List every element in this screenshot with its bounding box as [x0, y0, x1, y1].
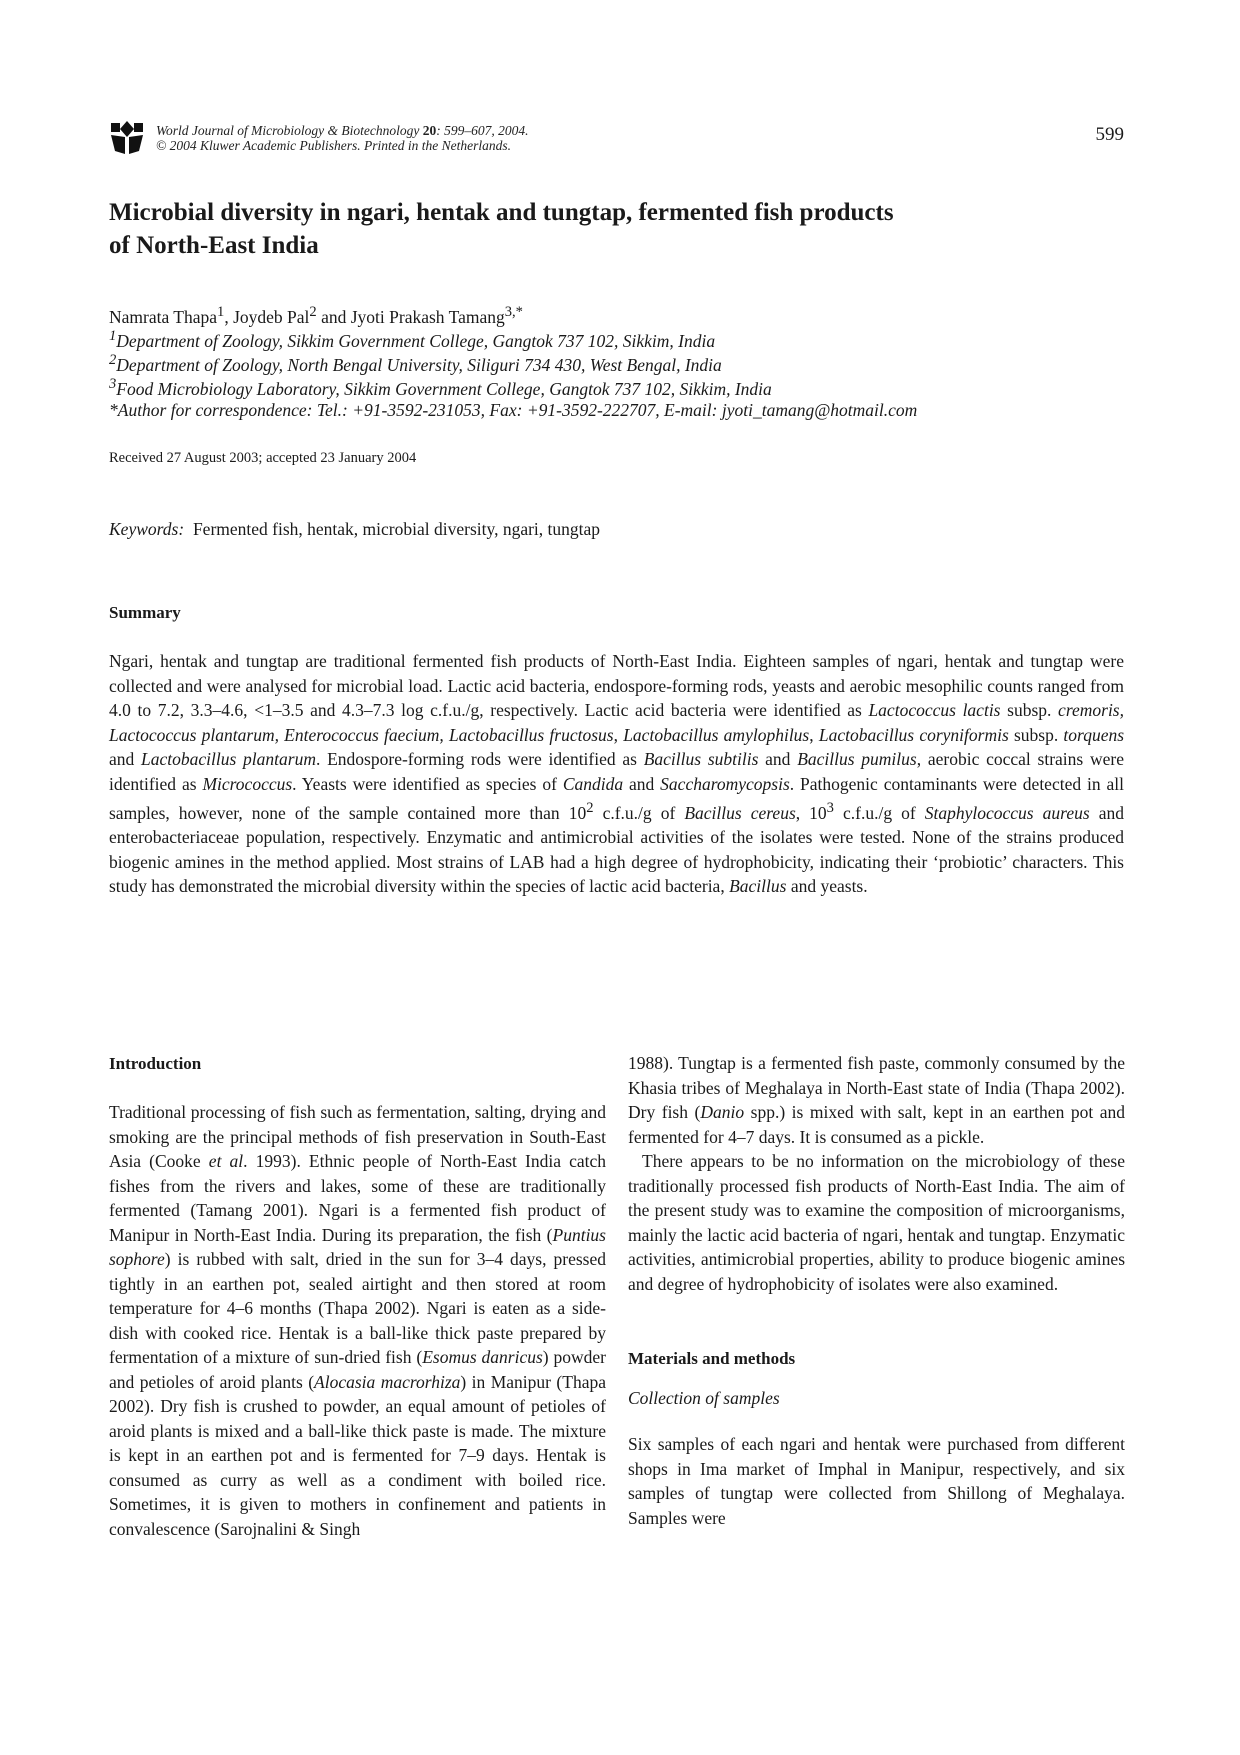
affiliation-superscript: 1: [109, 328, 117, 344]
affiliation-text: Department of Zoology, Sikkim Government College, Gangtok 737 102, Sikkim, India: [116, 330, 716, 351]
summary-paragraph: Ngari, hentak and tungtap are traditional fermented fish products of North-East India. Eighteen samples of ngari, hentak and tungtap were collected and were analysed for microbial load. Lactic acid bacteria, endospore-forming rods, yeasts and aerobic mesophilic counts ranged from 4.0 to 7.2, 3.3–4.6, <1–3.5 and 4.3–7.3 log c.f.u./g, respectively. Lactic acid bacteria were identified as Lactococcus lactis subsp. cremoris, Lactococcus plantarum, Enterococcus faecium, Lactobacillus fructosus, Lactobacillus amylophilus, Lactobacillus coryniformis subsp. torquens and Lactobacillus plantarum. Endospore-forming rods were identified as Bacillus subtilis and Bacillus pumilus, aerobic coccal strains were identified as Micrococcus. Yeasts were identified as species of Candida and Saccharomycopsis. Pathogenic contaminants were detected in all samples, however, none of the sample contained more than $10^2$ c.f.u./g of Bacillus cereus, $10^3$ c.f.u./g of Staphylococcus aureus and enterobacteriaceae population, respectively. Enzymatic and antimicrobial activities of the isolates were tested. None of the strains produced biogenic amines in the method applied. Most strains of LAB had a high degree of hydrophobicity, indicating their ‘probiotic’ characters. This study has demonstrated the microbial diversity within the species of lactic acid bacteria, Bacillus and yeasts.: [109, 651, 1125, 897]
author-superscript: 3,*: [504, 304, 523, 320]
affiliation-text: Author for correspondence: Tel.: +91-3592-231053, Fax: +91-3592-222707, E-mail: jyoti_tamang@hotmail.com: [117, 400, 918, 420]
keywords-text: Fermented fish, hentak, microbial diversity, ngari, tungtap: [192, 519, 601, 539]
paper-title: [109, 196, 1109, 262]
summary-heading: Summary: [109, 603, 181, 622]
author-name: Namrata Thapa: [109, 306, 218, 327]
title-line-2: of North-East India: [109, 232, 319, 259]
author-superscript: 1: [217, 304, 225, 320]
author-separator: ,: [224, 306, 234, 327]
affiliation-superscript: 2: [109, 352, 117, 368]
author-name: Jyoti Prakash Tamang: [350, 306, 505, 327]
journal-header: [156, 123, 528, 153]
affiliation-text: Department of Zoology, North Bengal University, Siliguri 734 430, West Bengal, India: [116, 354, 722, 375]
materials-methods-heading: Materials and methods: [628, 1349, 796, 1368]
author-separator: and: [316, 306, 351, 327]
author-superscript: 2: [309, 304, 317, 320]
affiliation-asterisk: *: [109, 400, 118, 420]
affiliation-text: Food Microbiology Laboratory, Sikkim Government College, Gangtok 737 102, Sikkim, India: [116, 378, 772, 399]
collection-paragraph: Six samples of each ngari and hentak were purchased from different shops in Ima market of Imphal in Manipur, respectively, and six samples of tungtap were collected from Shillong of Meghalaya. Samples were: [628, 1434, 1125, 1528]
journal-volume: 20: [422, 123, 437, 138]
affiliation-2: [109, 352, 722, 376]
publisher-logo: [110, 121, 144, 155]
introduction-paragraph: Traditional processing of fish such as fermentation, salting, drying and smoking are the principal methods of fish preservation in South-East Asia (Cooke et al. 1993). Ethnic people of North-East India catch fishes from the rivers and lakes, some of these are traditionally fermented (Tamang 2001). Ngari is a fermented fish product of Manipur in North-East India. During its preparation, the fish (Puntius sophore) is rubbed with salt, dried in the sun for 3–4 days, pressed tightly in an earthen pot, sealed airtight and then stored at room temperature for 4–6 months (Thapa 2002). Ngari is eaten as a side-dish with cooked rice. Hentak is a ball-like thick paste prepared by fermentation of a mixture of sun-dried fish (Esomus danricus) powder and petioles of aroid plants (Alocasia macrorhiza) in Manipur (Thapa 2002). Dry fish is crushed to powder, an equal amount of petioles of aroid plants is mixed and a ball-like thick paste is made. The mixture is kept in an earthen pot and is fermented for 7–9 days. Hentak is consumed as curry as well as a condiment with boiled rice. Sometimes, it is given to mothers in confinement and patients in convalescence (Sarojnalini & Singh: [109, 1102, 607, 1539]
affiliation-superscript: 3: [109, 376, 117, 392]
tungtap-paragraph: 1988). Tungtap is a fermented fish paste, commonly consumed by the Khasia tribes of Meghalaya in North-East state of India (Thapa 2002). Dry fish (Danio spp.) is mixed with salt, kept in an earthen pot and fermented for 4–7 days. It is consumed as a pickle.: [628, 1053, 1125, 1147]
keywords-label: Keywords:: [109, 519, 185, 539]
author-list: [109, 304, 523, 328]
journal-name: World Journal of Microbiology & Biotechnology: [156, 123, 420, 138]
correspondence-line: [109, 400, 917, 421]
author-name: Joydeb Pal: [233, 306, 310, 327]
right-column: [628, 1051, 1125, 1530]
affiliation-3: [109, 376, 772, 400]
title-line-1: Microbial diversity in ngari, hentak and tungtap, fermented fish products: [109, 199, 894, 226]
copyright-line: © 2004 Kluwer Academic Publishers. Printed in the Netherlands.: [156, 138, 511, 153]
collection-of-samples-heading: Collection of samples: [628, 1387, 780, 1408]
affiliation-1: [109, 328, 715, 352]
aim-paragraph: There appears to be no information on the microbiology of these traditionally processed fish products of North-East India. The aim of the present study was to examine the composition of microorganisms, mainly the lactic acid bacteria of ngari, hentak and tungtap. Enzymatic activities, antimicrobial properties, ability to produce biogenic amines and degree of hydrophobicity of isolates were also examined.: [628, 1151, 1125, 1294]
received-dates: Received 27 August 2003; accepted 23 January 2004: [109, 450, 417, 466]
journal-pages: : 599–607, 2004.: [436, 123, 529, 138]
page-number: 599: [1095, 124, 1124, 145]
keywords: [109, 519, 600, 540]
introduction-heading: Introduction: [109, 1054, 202, 1073]
